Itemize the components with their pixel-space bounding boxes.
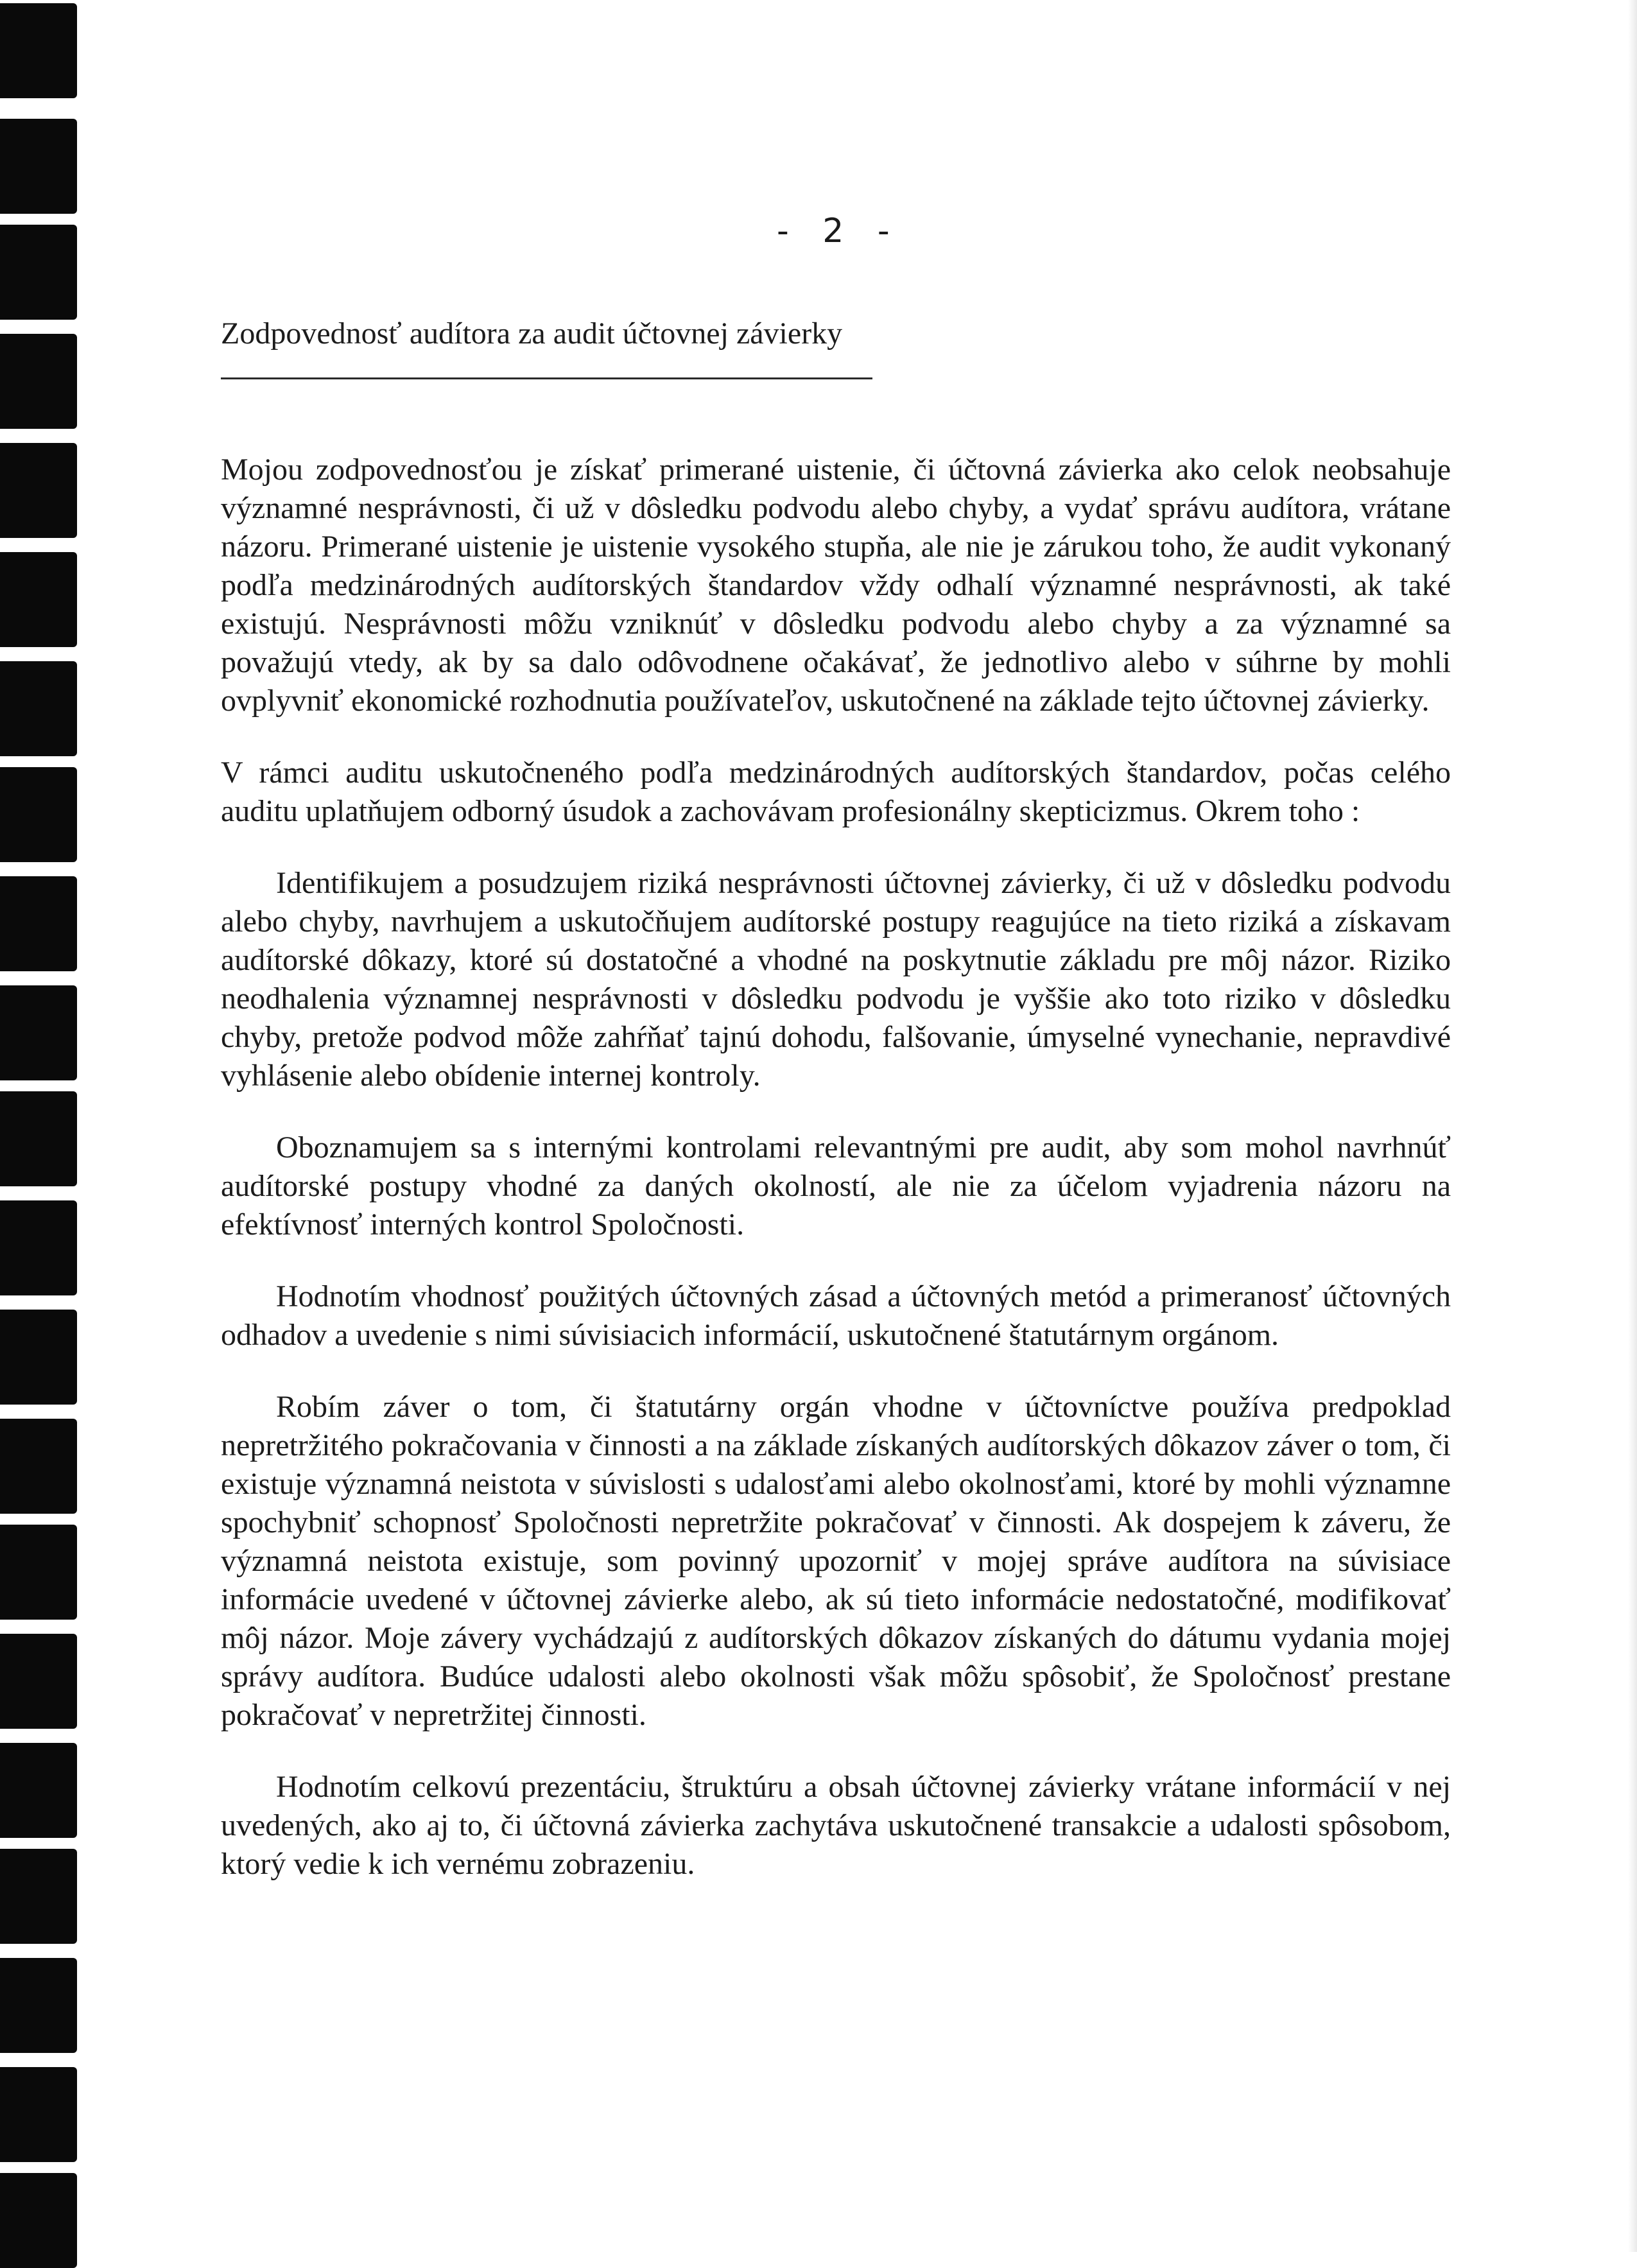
paragraph-audit-approach: V rámci auditu uskutočneného podľa medzinárodných audítorských štandardov, počas celého auditu uplatňujem odborný úsudok a zachovávam profesionálny skepticizmus. Okrem toho :: [221, 756, 1451, 828]
binding-hole: [0, 552, 77, 647]
binding-hole: [0, 1310, 77, 1405]
binding-hole: [0, 1958, 77, 2053]
binding-hole: [0, 661, 77, 756]
paragraph-internal-controls: Oboznamujem sa s internými kontrolami relevantnými pre audit, aby som mohol navrhnúť audítorské postupy vhodné za daných okolností, ale nie za účelom vyjadrenia názoru na efektívnosť interných kontrol Spoločnosti.: [221, 1130, 1451, 1242]
binding-hole: [0, 1634, 77, 1729]
binding-hole: [0, 1419, 77, 1514]
binding-hole: [0, 1849, 77, 1944]
spiral-binding-holes: [0, 0, 83, 2252]
binding-hole: [0, 767, 77, 862]
paragraph-responsibility: Mojou zodpovednosťou je získať primerané uistenie, či účtovná závierka ako celok neobsahuje významné nesprávnosti, či už v dôsledku podvodu alebo chyby, a vydať správu audítora, vrátane názoru. Primerané uistenie je uistenie vysokého stupňa, ale nie je zárukou toho, že audit vykonaný podľa medzinárodných audítorských štandardov vždy odhalí významné nesprávnosti, ak také existujú. Nesprávnosti môžu vzniknúť v dôsledku podvodu alebo chyby a za významné sa považujú vtedy, ak by sa dalo odôvodnene očakávať, že jednotlivo alebo v súhrne by mohli ovplyvniť ekonomické rozhodnutia používateľov, uskutočnené na základe tejto účtovnej závierky.: [221, 453, 1451, 718]
binding-hole: [0, 1200, 77, 1295]
binding-hole: [0, 119, 77, 214]
page-number: - 2 -: [777, 212, 901, 250]
binding-hole: [0, 443, 77, 538]
binding-hole: [0, 2173, 77, 2268]
paragraph-overall-presentation: Hodnotím celkovú prezentáciu, štruktúru a obsah účtovnej závierky vrátane informácií v nej uvedených, ako aj to, či účtovná závierka zachytáva uskutočnené transakcie a udalosti spôsobom, ktorý vedie k ich vernému zobrazeniu.: [221, 1770, 1451, 1881]
page-edge-shadow: [1628, 0, 1637, 2252]
document-body: [221, 451, 1451, 1917]
binding-hole: [0, 334, 77, 429]
binding-hole: [0, 985, 77, 1080]
binding-hole: [0, 3, 77, 98]
binding-hole: [0, 876, 77, 971]
paragraph-risk-identification: Identifikujem a posudzujem riziká nesprávnosti účtovnej závierky, či už v dôsledku podvodu alebo chyby, navrhujem a uskutočňujem audítorské postupy reagujúce na tieto riziká a získavam audítorské dôkazy, ktoré sú dostatočné a vhodné na poskytnutie základu pre môj názor. Riziko neodhalenia významnej nesprávnosti v dôsledku podvodu je vyššie ako toto riziko v dôsledku chyby, pretože podvod môže zahŕňať tajnú dohodu, falšovanie, úmyselné vynechanie, nepravdivé vyhlásenie alebo obídenie internej kontroly.: [221, 866, 1451, 1093]
title-underline: [221, 377, 872, 379]
paragraph-going-concern: Robím záver o tom, či štatutárny orgán vhodne v účtovníctve používa predpoklad nepretržitého pokračovania v činnosti a na základe získaných audítorských dôkazov záver o tom, či existuje významná neistota v súvislosti s udalosťami alebo okolnosťami, ktoré by mohli významne spochybniť schopnosť Spoločnosti nepretržite pokračovať v činnosti. Ak dospejem k záveru, že významná neistota existuje, som povinný upozorniť v mojej správe audítora na súvisiace informácie uvedené v účtovnej závierke alebo, ak sú tieto informácie nedostatočné, modifikovať môj názor. Moje závery vychádzajú z audítorských dôkazov získaných do dátumu vydania mojej správy audítora. Budúce udalosti alebo okolnosti však môžu spôsobiť, že Spoločnosť prestane pokračovať v nepretržitej činnosti.: [221, 1390, 1451, 1732]
binding-hole: [0, 1091, 77, 1186]
binding-hole: [0, 1525, 77, 1620]
binding-hole: [0, 225, 77, 320]
section-title: Zodpovednosť audítora za audit účtovnej závierky: [221, 316, 843, 351]
binding-hole: [0, 2067, 77, 2162]
binding-hole: [0, 1743, 77, 1838]
paragraph-accounting-policies: Hodnotím vhodnosť použitých účtovných zásad a účtovných metód a primeranosť účtovných odhadov a uvedenie s nimi súvisiacich informácií, uskutočnené štatutárnym orgánom.: [221, 1279, 1451, 1352]
